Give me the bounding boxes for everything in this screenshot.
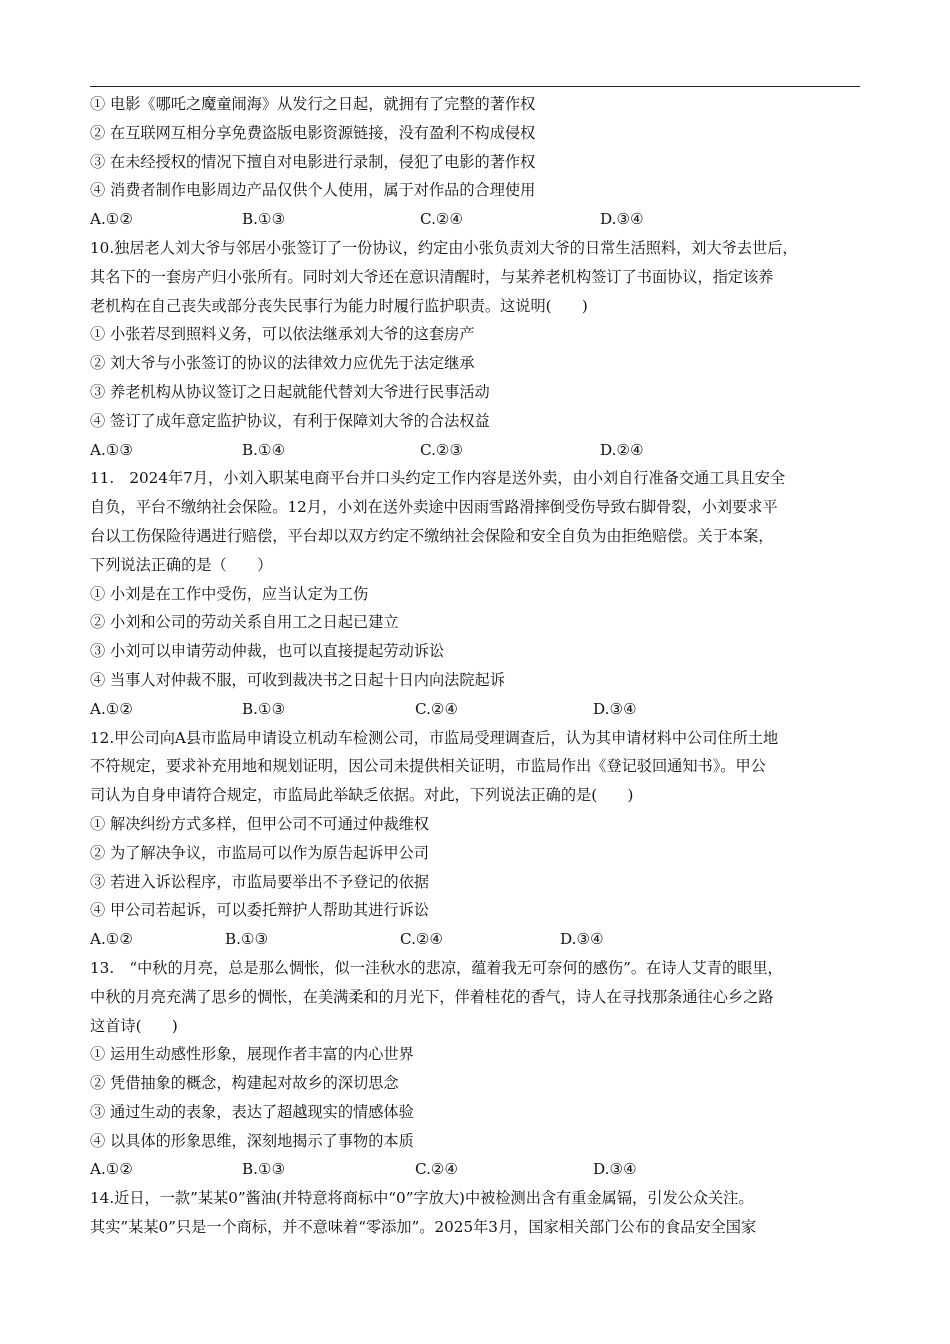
question-stem-line: 其名下的一套房产归小张所有。同时刘大爷还在意识清醒时，与某养老机构签订了书面协议，指定该养 <box>90 267 774 286</box>
option-line: ④ 当事人对仲裁不服，可收到裁决书之日起十日内向法院起诉 <box>90 670 505 689</box>
choice-c: C.②④ <box>415 1160 459 1179</box>
choice-a: A.①② <box>90 210 134 229</box>
question-stem-line: 司认为自身申请符合规定，市监局此举缺乏依据。对此，下列说法正确的是( ) <box>90 786 634 805</box>
option-line: ③ 养老机构从协议签订之日起就能代替刘大爷进行民事活动 <box>90 382 490 401</box>
option-line: ① 电影《哪吒之魔童闹海》从发行之日起，就拥有了完整的著作权 <box>90 95 536 113</box>
option-line: ③ 若进入诉讼程序，市监局要举出不予登记的依据 <box>90 872 429 891</box>
question-stem-line: 这首诗( ) <box>90 1016 178 1035</box>
option-line: ④ 消费者制作电影周边产品仅供个人使用，属于对作品的合理使用 <box>90 181 536 200</box>
option-line: ② 为了解决争议，市监局可以作为原告起诉甲公司 <box>90 843 429 862</box>
question-9-options <box>90 90 862 234</box>
choice-c: C.②③ <box>420 440 464 459</box>
question-stem-line: 老机构在自己丧失或部分丧失民事行为能力时履行监护职责。这说明( ) <box>90 296 588 315</box>
answer-choices <box>90 436 862 465</box>
choice-d: D.③④ <box>600 210 644 229</box>
choice-b: B.①③ <box>242 1160 286 1179</box>
option-line: ① 小张若尽到照料义务，可以依法继承刘大爷的这套房产 <box>90 325 475 344</box>
option-line: ④ 以具体的形象思维，深刻地揭示了事物的本质 <box>90 1131 414 1150</box>
option-line: ② 刘大爷与小张签订的协议的法律效力应优先于法定继承 <box>90 354 475 373</box>
choice-c: C.②④ <box>400 930 444 949</box>
choice-a: A.①③ <box>90 440 134 459</box>
question-stem-line: 12.甲公司向A县市监局申请设立机动车检测公司，市监局受理调查后，认为其申请材料中公司住所土地 <box>90 728 779 747</box>
choice-b: B.①③ <box>242 210 286 229</box>
choice-b: B.①③ <box>242 699 286 718</box>
question-stem-line: 不符规定，要求补充用地和规划证明，因公司未提供相关证明，市监局作出《登记驳回通知书》。甲公 <box>90 757 766 776</box>
option-line: ④ 签订了成年意定监护协议，有利于保障刘大爷的合法权益 <box>90 411 490 430</box>
choice-d: D.③④ <box>593 699 637 718</box>
choice-c: C.②④ <box>420 210 464 229</box>
choice-a: A.①② <box>90 1160 134 1179</box>
choice-b: B.①③ <box>225 930 269 949</box>
question-10 <box>90 234 862 464</box>
option-line: ③ 在未经授权的情况下擅自对电影进行录制，侵犯了电影的著作权 <box>90 152 536 171</box>
choice-d: D.②④ <box>600 440 644 459</box>
question-stem-line: 14.近日，一款”某某0”酱油(并特意将商标中“0”字放大)中被检测出含有重金属镉，引发公众关注。 <box>90 1189 754 1208</box>
question-stem-line: 10.独居老人刘大爷与邻居小张签订了一份协议，约定由小张负责刘大爷的日常生活照料，刘大爷去世后， <box>90 238 798 257</box>
question-stem-line: 下列说法正确的是（ ） <box>90 555 273 574</box>
question-13 <box>90 954 862 1184</box>
question-stem-line: 其实”某某0”只是一个商标，并不意味着“零添加”。2025年3月，国家相关部门公布的食品安全国家 <box>90 1218 757 1237</box>
answer-choices <box>90 925 862 954</box>
exam-page-body <box>90 90 862 1242</box>
option-line: ① 解决纠纷方式多样，但甲公司不可通过仲裁维权 <box>90 814 429 833</box>
header-rule <box>90 86 860 87</box>
option-line: ① 小刘是在工作中受伤，应当认定为工伤 <box>90 584 369 603</box>
question-stem-line: 中秋的月亮充满了思乡的惆怅，在美满柔和的月光下，伴着桂花的香气，诗人在寻找那条通往心乡之路 <box>90 987 774 1006</box>
choice-b: B.①④ <box>242 440 286 459</box>
question-11 <box>90 464 862 723</box>
option-line: ② 凭借抽象的概念，构建起对故乡的深切思念 <box>90 1074 399 1093</box>
option-line: ③ 通过生动的表象，表达了超越现实的情感体验 <box>90 1102 414 1121</box>
question-stem-line: 13. “中秋的月亮，总是那么惆怅，似一洼秋水的悲凉，蕴着我无可奈何的感伤”。在诗人艾青的眼里， <box>90 958 783 977</box>
choice-d: D.③④ <box>560 930 604 949</box>
question-stem-line: 11. 2024年7月，小刘入职某电商平台并口头约定工作内容是送外卖，由小刘自行准备交通工具且安全 <box>90 469 786 488</box>
answer-choices <box>90 1155 862 1184</box>
question-14 <box>90 1184 862 1242</box>
answer-choices <box>90 205 862 234</box>
choice-d: D.③④ <box>593 1160 637 1179</box>
choice-a: A.①② <box>90 930 134 949</box>
question-12 <box>90 724 862 954</box>
question-stem-line: 自负，平台不缴纳社会保险。12月，小刘在送外卖途中因雨雪路滑摔倒受伤导致右脚骨裂，小刘要求平 <box>90 498 778 517</box>
answer-choices <box>90 695 862 724</box>
option-line: ② 小刘和公司的劳动关系自用工之日起已建立 <box>90 613 399 632</box>
option-line: ④ 甲公司若起诉，可以委托辩护人帮助其进行诉讼 <box>90 901 429 920</box>
option-line: ③ 小刘可以申请劳动仲裁，也可以直接提起劳动诉讼 <box>90 642 445 661</box>
choice-c: C.②④ <box>415 699 459 718</box>
option-line: ① 运用生动感性形象，展现作者丰富的内心世界 <box>90 1045 414 1064</box>
choice-a: A.①② <box>90 699 134 718</box>
option-line: ② 在互联网互相分享免费盗版电影资源链接，没有盈利不构成侵权 <box>90 123 536 142</box>
question-stem-line: 台以工伤保险待遇进行赔偿，平台却以双方约定不缴纳社会保险和安全自负为由拒绝赔偿。关于本案， <box>90 526 774 545</box>
